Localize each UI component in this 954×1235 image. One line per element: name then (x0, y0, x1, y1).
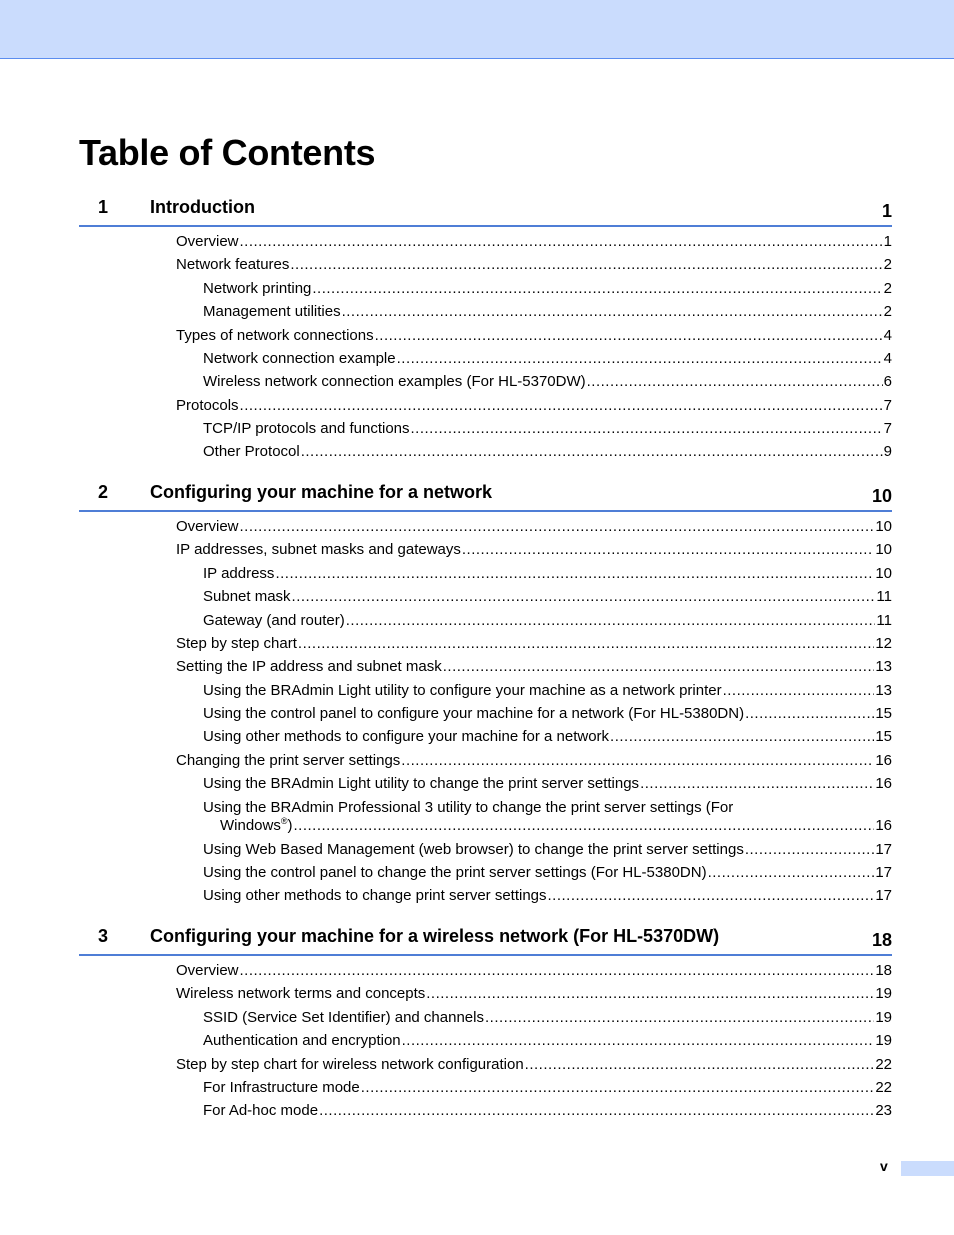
toc-entry-label: Using the BRAdmin Light utility to change the print server settings (203, 775, 640, 792)
dot-leader (397, 349, 883, 369)
toc-entry-page: 19 (875, 985, 892, 1002)
toc-entry-page: 16 (875, 775, 892, 792)
toc-entry-label-line1[interactable]: Using the BRAdmin Professional 3 utility to change the print server settings (For (203, 799, 734, 816)
toc-entry[interactable] (176, 1055, 892, 1075)
toc-entry-page: 10 (875, 518, 892, 535)
toc-entry-label: Overview (176, 518, 239, 535)
dot-leader (723, 681, 875, 701)
dot-leader (275, 564, 874, 584)
toc-entry[interactable] (203, 886, 892, 906)
toc-entry[interactable] (203, 840, 892, 860)
toc-entry-page: 19 (875, 1032, 892, 1049)
toc-entry-label: Network connection example (203, 350, 396, 367)
toc-entry-page: 10 (875, 541, 892, 558)
dot-leader (301, 442, 883, 462)
dot-leader (240, 961, 875, 981)
chapter-number: 3 (98, 926, 109, 946)
toc-entry[interactable] (176, 634, 892, 654)
page-number: v (880, 1158, 888, 1174)
dot-leader (610, 727, 874, 747)
toc-entry-page: 1 (883, 233, 892, 250)
toc-entry[interactable] (203, 774, 892, 794)
toc-entry-label: Authentication and encryption (203, 1032, 401, 1049)
registered-mark: ® (280, 816, 288, 826)
toc-entry[interactable] (203, 727, 892, 747)
toc-entry-page: 13 (875, 682, 892, 699)
chapter-heading-3[interactable] (79, 924, 892, 956)
toc-entry-page: 19 (875, 1009, 892, 1026)
dot-leader (525, 1055, 875, 1075)
toc-entry-label: Types of network connections (176, 327, 374, 344)
toc-entry-page: 12 (875, 635, 892, 652)
toc-entry[interactable] (176, 984, 892, 1004)
toc-entry-label: Other Protocol (203, 443, 300, 460)
dot-leader (443, 657, 875, 677)
toc-entry-page: 7 (883, 397, 892, 414)
toc-entry-label: Step by step chart for wireless network configuration (176, 1056, 524, 1073)
toc-entry[interactable] (220, 816, 892, 836)
toc-entry-label-end: ) (287, 817, 293, 834)
dot-leader (240, 517, 875, 537)
toc-entry[interactable] (176, 751, 892, 771)
toc-entry-page: 9 (883, 443, 892, 460)
dot-leader (745, 840, 874, 860)
toc-entry[interactable] (176, 396, 892, 416)
toc-entry[interactable] (203, 587, 892, 607)
toc-entry-label: IP address (203, 565, 275, 582)
toc-entry[interactable] (203, 349, 892, 369)
toc-entry-label: Protocols (176, 397, 239, 414)
dot-leader (426, 984, 874, 1004)
toc-entry-page: 11 (876, 588, 892, 605)
toc-entry-label: Using the control panel to change the print server settings (For HL-5380DN) (203, 864, 707, 881)
dot-leader (298, 634, 874, 654)
dot-leader (462, 540, 874, 560)
toc-entry[interactable] (176, 961, 892, 981)
toc-entry-page: 4 (883, 350, 892, 367)
toc-entry[interactable] (176, 326, 892, 346)
toc-entry[interactable] (203, 442, 892, 462)
toc-entry-page: 16 (875, 752, 892, 769)
toc-entry-label: Gateway (and router) (203, 612, 345, 629)
dot-leader (375, 326, 883, 346)
dot-leader (402, 1031, 875, 1051)
chapter-title: Introduction (150, 197, 255, 217)
dot-leader (640, 774, 874, 794)
toc-entry-label: Wireless network connection examples (For HL-5370DW) (203, 373, 586, 390)
toc-entry-label: Overview (176, 962, 239, 979)
dot-leader (342, 302, 883, 322)
toc-entry-page: 17 (875, 887, 892, 904)
chapter-heading-1[interactable] (79, 195, 892, 227)
page-tab-marker (901, 1161, 954, 1176)
page-title: Table of Contents (79, 132, 376, 173)
toc-entry-page: 17 (875, 841, 892, 858)
toc-entry-page: 13 (875, 658, 892, 675)
toc-entry-label: Overview (176, 233, 239, 250)
dot-leader (401, 751, 874, 771)
toc-entry-page: 15 (875, 705, 892, 722)
dot-leader (319, 1101, 874, 1121)
toc-entry[interactable] (203, 611, 892, 631)
chapter-page: 1 (881, 201, 892, 221)
toc-entry-page: 2 (883, 303, 892, 320)
dot-leader (361, 1078, 875, 1098)
toc-entry-page: 2 (883, 256, 892, 273)
toc-entry-label: Using the control panel to configure your machine for a network (For HL-5380DN) (203, 705, 745, 722)
toc-entry-label-line2 (220, 816, 293, 836)
toc-entry-label: Network printing (203, 280, 312, 297)
chapter-number: 2 (98, 482, 109, 502)
toc-entry-label: Using Web Based Management (web browser) to change the print server settings (203, 841, 744, 858)
toc-entry-label: Step by step chart (176, 635, 297, 652)
toc-entry-page: 11 (876, 612, 892, 629)
toc-entry[interactable] (203, 863, 892, 883)
toc-entry-page: 6 (883, 373, 892, 390)
toc-entry-label: Setting the IP address and subnet mask (176, 658, 442, 675)
toc-entry[interactable] (203, 1101, 892, 1121)
toc-entry-label: Network features (176, 256, 290, 273)
toc-entry-page: 2 (883, 280, 892, 297)
header-band (0, 0, 954, 59)
dot-leader (548, 886, 875, 906)
toc-entry[interactable] (203, 302, 892, 322)
dot-leader (745, 704, 874, 724)
toc-entry[interactable] (176, 517, 892, 537)
toc-entry-label-cont: Windows (220, 817, 281, 834)
toc-entry[interactable] (176, 232, 892, 252)
toc-entry[interactable] (176, 255, 892, 275)
toc-entry-label: SSID (Service Set Identifier) and channels (203, 1009, 484, 1026)
dot-leader (240, 396, 883, 416)
toc-entry[interactable] (203, 1031, 892, 1051)
toc-entry[interactable] (203, 1008, 892, 1028)
toc-entry-label: Management utilities (203, 303, 341, 320)
chapter-number: 1 (98, 197, 109, 217)
toc-entry[interactable] (203, 681, 892, 701)
toc-entry-page: 7 (883, 420, 892, 437)
chapter-page: 18 (871, 930, 892, 950)
toc-entry[interactable] (176, 657, 892, 677)
toc-entry[interactable] (176, 540, 892, 560)
chapter-title: Configuring your machine for a network (150, 482, 493, 502)
dot-leader (294, 816, 875, 836)
toc-entry[interactable] (203, 372, 892, 392)
dot-leader (587, 372, 883, 392)
toc-entry-label: IP addresses, subnet masks and gateways (176, 541, 461, 558)
toc-entry-page: 17 (875, 864, 892, 881)
toc-entry-page: 4 (883, 327, 892, 344)
dot-leader (708, 863, 875, 883)
toc-entry[interactable] (203, 564, 892, 584)
toc-entry-label: TCP/IP protocols and functions (203, 420, 410, 437)
dot-leader (346, 611, 876, 631)
chapter-title: Configuring your machine for a wireless network (For HL-5370DW) (150, 926, 720, 946)
toc-entry-label: Using other methods to configure your machine for a network (203, 728, 610, 745)
toc-entry[interactable] (203, 279, 892, 299)
toc-entry-page: 22 (875, 1079, 892, 1096)
toc-entry-page: 22 (875, 1056, 892, 1073)
dot-leader (290, 255, 882, 275)
toc-entry-page: 23 (875, 1102, 892, 1119)
dot-leader (312, 279, 882, 299)
toc-entry-page: 10 (875, 565, 892, 582)
toc-entry-label: Using the BRAdmin Light utility to configure your machine as a network printer (203, 682, 722, 699)
toc-entry-label: Wireless network terms and concepts (176, 985, 426, 1002)
toc-entry-page: 16 (875, 817, 892, 834)
toc-entry-page: 18 (875, 962, 892, 979)
dot-leader (240, 232, 883, 252)
dot-leader (485, 1008, 874, 1028)
toc-entry-label: For Infrastructure mode (203, 1079, 360, 1096)
toc-entry-label: Changing the print server settings (176, 752, 401, 769)
toc-entry[interactable] (203, 704, 892, 724)
toc-entry-page: 15 (875, 728, 892, 745)
chapter-page: 10 (871, 486, 892, 506)
dot-leader (411, 419, 883, 439)
toc-entry-label: For Ad-hoc mode (203, 1102, 319, 1119)
toc-entry[interactable] (203, 419, 892, 439)
chapter-heading-2[interactable] (79, 480, 892, 512)
toc-entry-label: Subnet mask (203, 588, 291, 605)
dot-leader (292, 587, 876, 607)
toc-entry-label: Using other methods to change print server settings (203, 887, 547, 904)
toc-entry[interactable] (203, 1078, 892, 1098)
